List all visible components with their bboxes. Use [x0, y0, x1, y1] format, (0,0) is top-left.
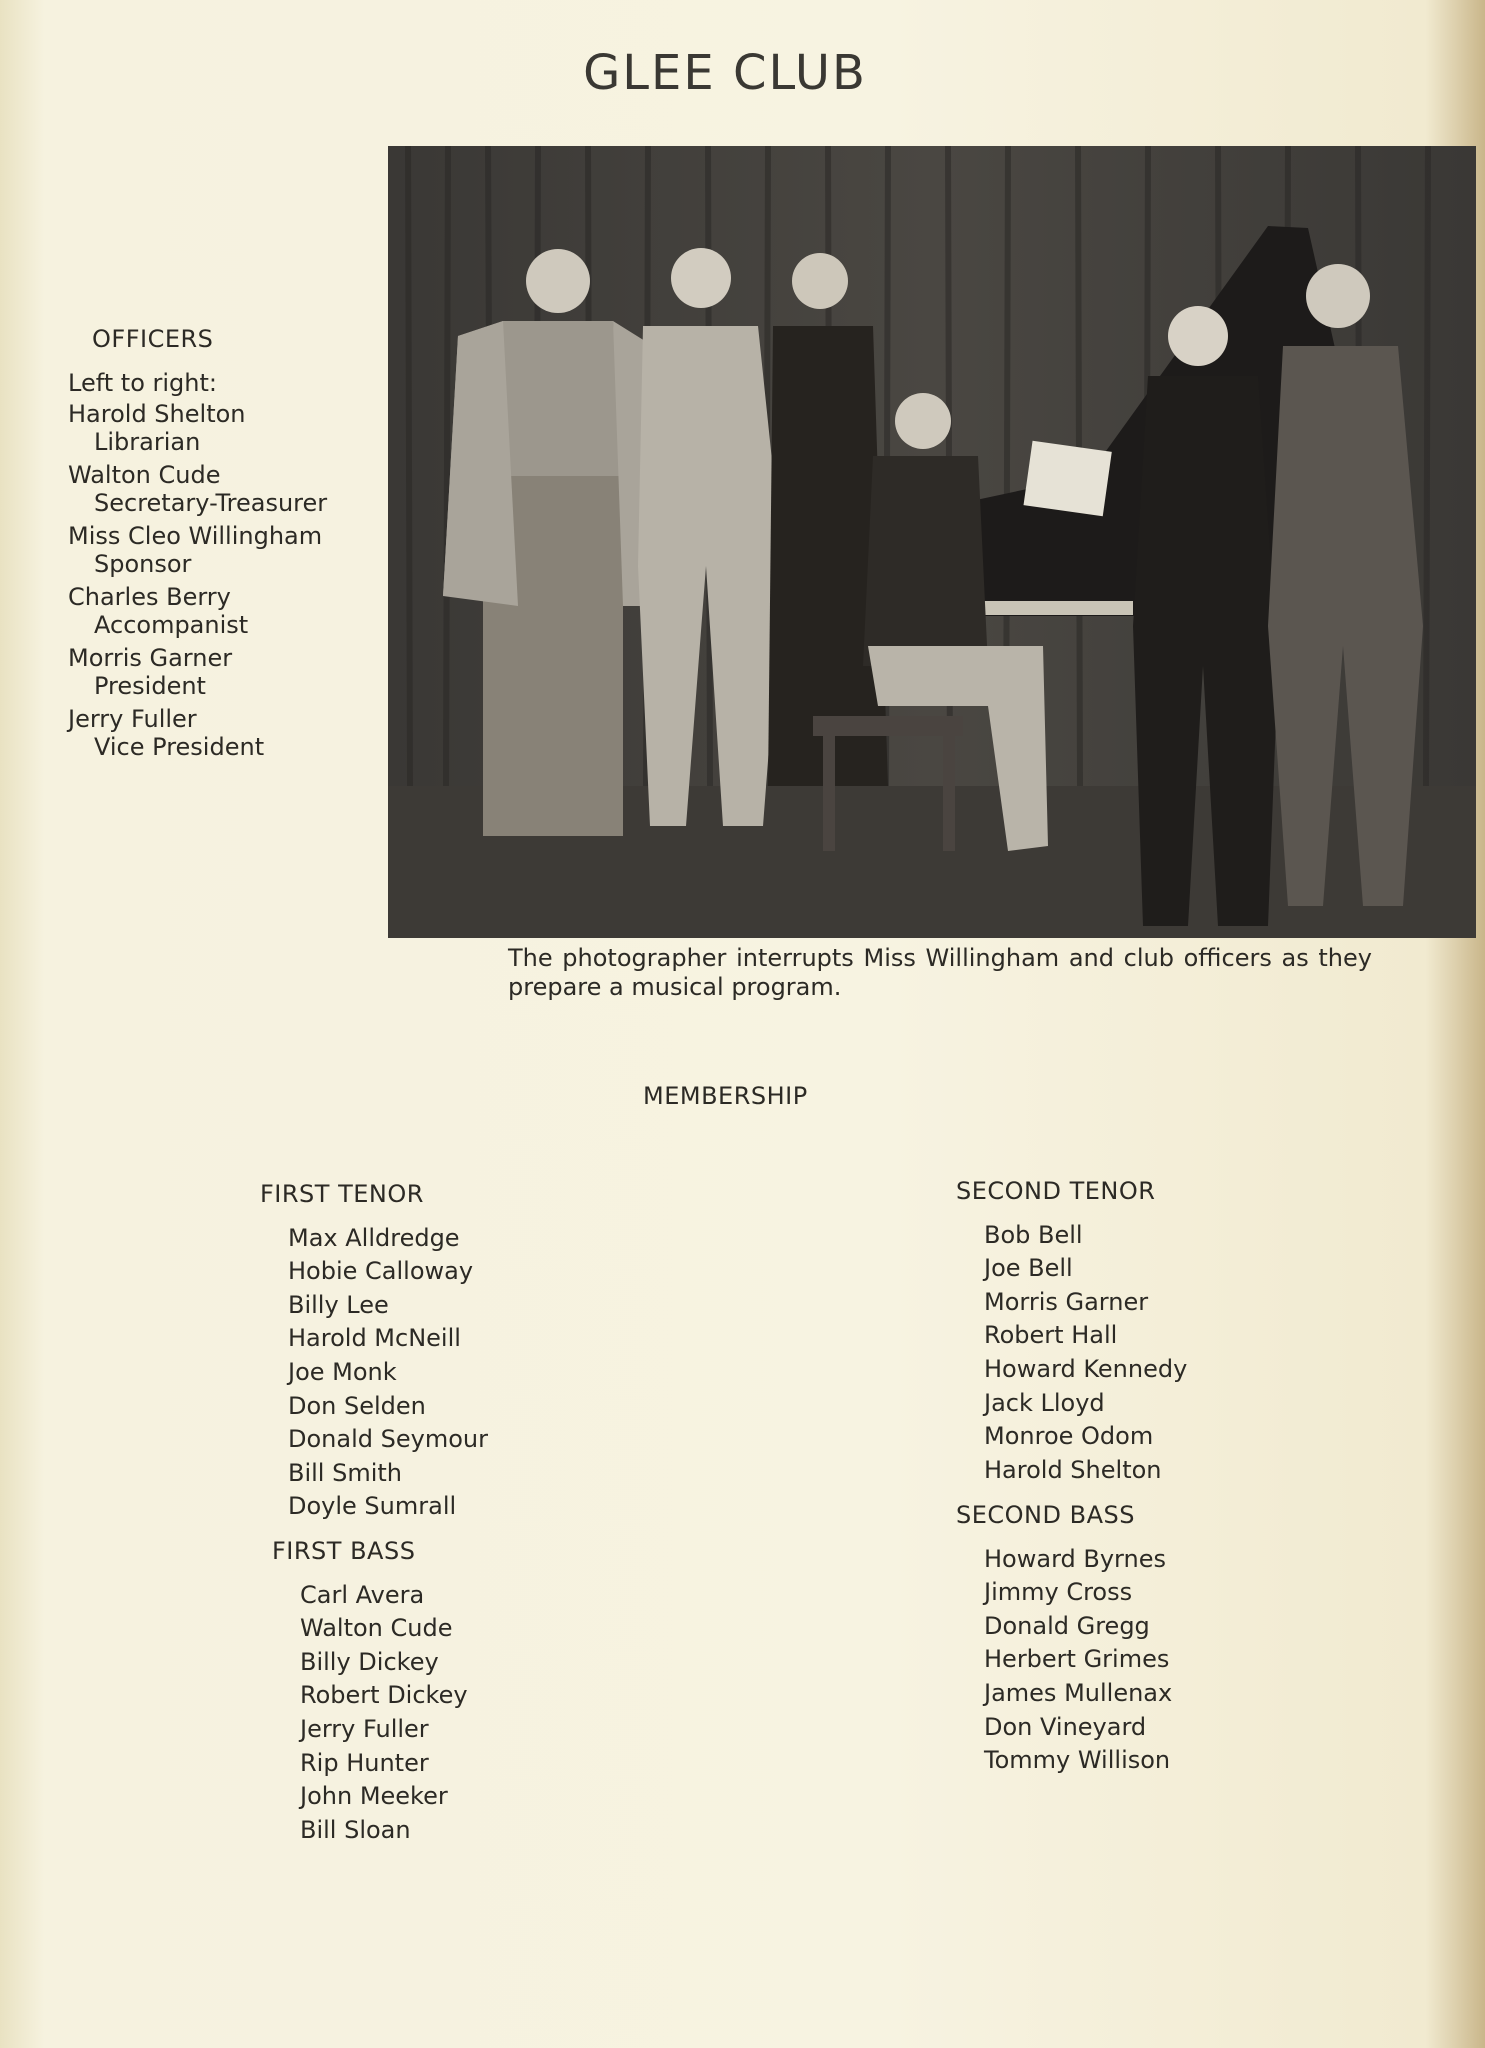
member-name: Howard Byrnes: [984, 1544, 1166, 1573]
member-name: Billy Lee: [288, 1290, 389, 1319]
member-name: Morris Garner: [984, 1287, 1149, 1316]
officer-role: President: [94, 671, 206, 700]
second-tenor-section: [956, 1175, 1187, 1487]
second-bass-section: [956, 1499, 1172, 1778]
member-name: Harold Shelton: [984, 1455, 1162, 1484]
first-bass-names: [272, 1579, 468, 1848]
member-name: Bill Smith: [288, 1458, 402, 1487]
first-tenor-section: [260, 1178, 488, 1524]
member-name: Jerry Fuller: [300, 1714, 429, 1743]
officer-role: Vice President: [94, 732, 265, 761]
membership-heading: MEMBERSHIP: [643, 1082, 808, 1110]
member-name: Donald Seymour: [288, 1425, 488, 1454]
officers-list: [68, 401, 368, 761]
officer-name: Harold Shelton: [68, 400, 246, 428]
member-name: James Mullenax: [984, 1678, 1173, 1707]
officer-role: Secretary-Treasurer: [94, 488, 328, 517]
photo-caption: The photographer interrupts Miss Willingham and club officers as they prepare a musical program.: [508, 944, 1372, 1001]
officer-role: Accompanist: [94, 610, 249, 639]
officer-entry: [68, 523, 368, 578]
second-bass-heading: SECOND BASS: [956, 1501, 1135, 1529]
group-photo-image: [388, 146, 1476, 938]
first-tenor-heading: FIRST TENOR: [260, 1180, 424, 1208]
member-name: Harold McNeill: [288, 1324, 461, 1353]
member-name: Hobie Calloway: [288, 1257, 474, 1286]
member-name: Monroe Odom: [984, 1422, 1154, 1451]
officer-name: Jerry Fuller: [68, 705, 197, 733]
first-bass-heading: FIRST BASS: [272, 1537, 416, 1565]
member-name: Robert Hall: [984, 1321, 1118, 1350]
officer-entry: [68, 462, 368, 517]
officer-entry: [68, 645, 368, 700]
member-name: John Meeker: [300, 1782, 448, 1811]
member-name: Bob Bell: [984, 1220, 1083, 1249]
officer-role: Librarian: [94, 427, 201, 456]
second-tenor-names: [956, 1219, 1187, 1488]
member-name: Jack Lloyd: [984, 1388, 1105, 1417]
officers-heading: OFFICERS: [92, 325, 214, 353]
officer-name: Morris Garner: [68, 644, 233, 672]
officer-name: Walton Cude: [68, 461, 221, 489]
page-title: GLEE CLUB: [583, 45, 867, 101]
member-name: Howard Kennedy: [984, 1354, 1188, 1383]
member-name: Don Selden: [288, 1391, 426, 1420]
member-name: Max Alldredge: [288, 1223, 460, 1252]
first-bass-section: [272, 1535, 468, 1847]
member-name: Joe Monk: [288, 1357, 397, 1386]
officers-block: [68, 326, 368, 767]
second-tenor-heading: SECOND TENOR: [956, 1177, 1156, 1205]
member-name: Joe Bell: [984, 1254, 1073, 1283]
member-name: Don Vineyard: [984, 1712, 1147, 1741]
member-name: Carl Avera: [300, 1580, 425, 1609]
member-name: Jimmy Cross: [984, 1578, 1133, 1607]
officers-intro: Left to right:: [68, 368, 217, 397]
member-name: Billy Dickey: [300, 1647, 439, 1676]
officer-name: Miss Cleo Willingham: [68, 522, 323, 550]
officer-entry: [68, 706, 368, 761]
second-bass-names: [956, 1543, 1172, 1778]
first-tenor-names: [260, 1222, 488, 1524]
member-name: Bill Sloan: [300, 1815, 411, 1844]
member-name: Doyle Sumrall: [288, 1492, 457, 1521]
officer-entry: [68, 584, 368, 639]
group-photo: [388, 146, 1476, 938]
member-name: Donald Gregg: [984, 1611, 1150, 1640]
officer-entry: [68, 401, 368, 456]
member-name: Herbert Grimes: [984, 1645, 1170, 1674]
member-name: Robert Dickey: [300, 1681, 468, 1710]
member-name: Rip Hunter: [300, 1748, 429, 1777]
member-name: Tommy Willison: [984, 1746, 1171, 1775]
officer-name: Charles Berry: [68, 583, 231, 611]
officer-role: Sponsor: [94, 549, 192, 578]
member-name: Walton Cude: [300, 1614, 453, 1643]
